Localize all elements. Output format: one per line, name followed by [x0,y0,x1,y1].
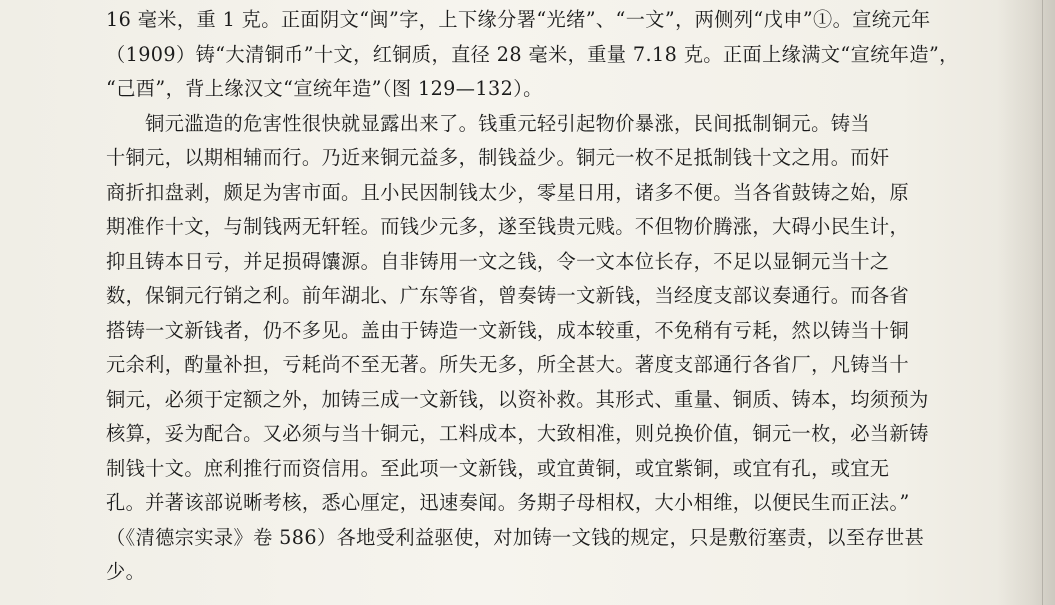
text-line: 制钱十文。庶利推行而资信用。至此项一文新钱，或宜黄铜，或宜紫铜，或宜有孔，或宜无 [106,456,890,480]
text-line: 数，保铜元行销之利。前年湖北、广东等省，曾奏铸一文新钱，当经度支部议奏通行。而各省 [106,284,910,307]
text-line: （1909）铸“大清铜币”十文，红铜质，直径 28 毫米，重量 7.18 克。正面上缘满文“宣统年造”， [106,42,959,66]
text-line: “己酉”，背上缘汉文“宣统年造”（图 129—132）。 [106,77,543,100]
body-text [106,3,968,590]
text-line: 核算，妥为配合。又必须与当十铜元，工料成本，大致相准，则兑换价值，铜元一枚，必当新铸 [106,422,929,445]
text-line: （《清德宗实录》卷 586）各地受利益驱使，对加铸一文钱的规定，只是敷衍塞责，以至存世甚 [106,525,925,549]
text-line: 元余利，酌量补担，亏耗尚不至无著。所失无多，所全甚大。著度支部通行各省厂，凡铸当十 [106,353,910,376]
page-edge-line [1042,0,1043,605]
text-line: 少。 [106,560,146,583]
page-gutter-shadow [997,0,1055,605]
text-line: 搭铸一文新钱者，仍不多见。盖由于铸造一文新钱，成本较重，不免稍有亏耗，然以铸当十铜 [106,318,910,342]
text-line: 抑且铸本日亏，并足损碍馕源。自非铸用一文之钱，令一文本位长存，不足以显铜元当十之 [106,249,890,273]
text-line: 铜元滥造的危害性很快就显露出来了。钱重元轻引起物价暴涨，民间抵制铜元。铸当 [106,111,870,135]
text-line: 16 毫米，重 1 克。正面阴文“闽”字，上下缘分署“光绪”、“一文”，两侧列“戊申”①。宣统元年 [106,8,931,31]
text-line: 十铜元，以期相辅而行。乃近来铜元益多，制钱益少。铜元一枚不足抵制钱十文之用。而奸 [106,146,890,169]
text-line: 铜元，必须于定额之外，加铸三成一文新钱，以资补救。其形式、重量、铜质、铸本，均须预为 [106,387,929,411]
text-line: 商折扣盘剥，颇足为害市面。且小民因制钱太少，零星日用，诸多不便。当各省鼓铸之始，原 [106,180,910,204]
text-line: 孔。并著该部说晰考核，悉心厘定，迅速奏闻。务期子母相权，大小相维，以便民生而正法。” [106,491,910,514]
text-line: 期准作十文，与制钱两无轩轾。而钱少元多，遂至钱贵元贱。不但物价腾涨，大碍小民生计， [106,215,910,238]
